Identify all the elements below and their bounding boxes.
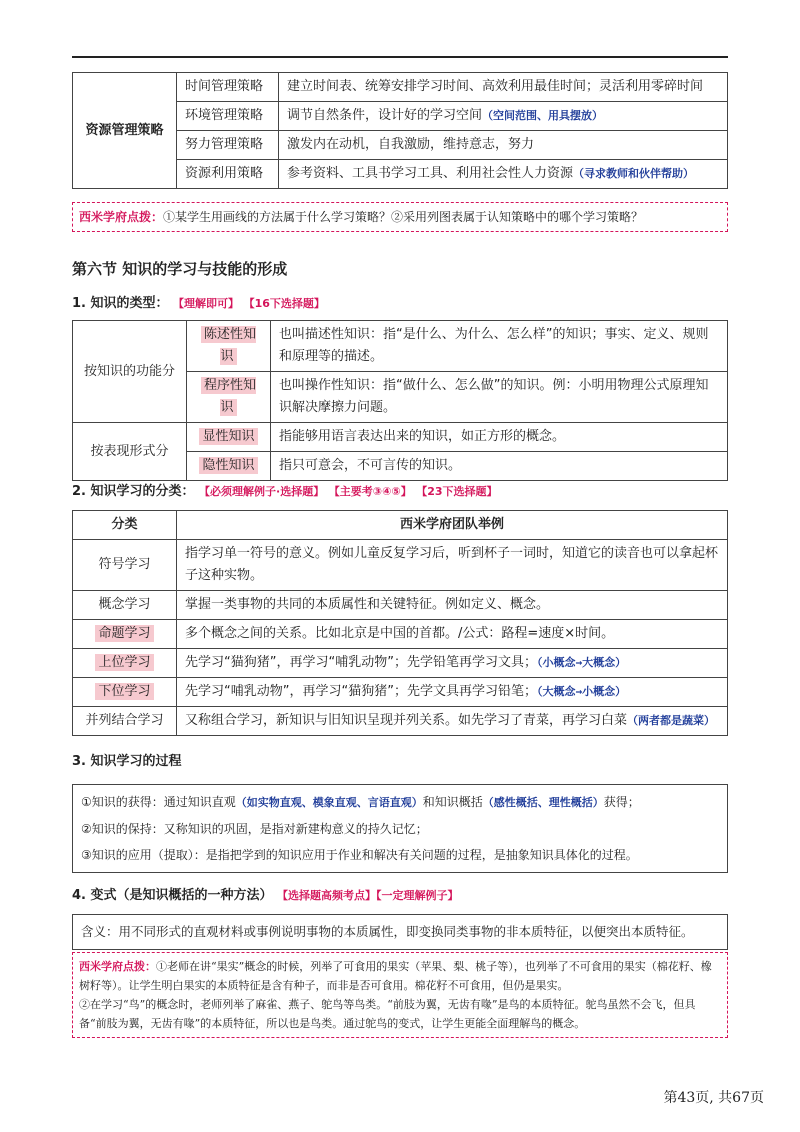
class-name: 上位学习 bbox=[73, 649, 177, 678]
heading-variant: 4. 变式（是知识概括的一种方法） 【选择题高频考点】【一定理解例子】 bbox=[72, 888, 459, 903]
category-cell: 资源管理策略 bbox=[73, 73, 177, 189]
type-name: 隐性知识 bbox=[187, 452, 271, 481]
type-name: 程序性知识 bbox=[187, 372, 271, 423]
strategy-desc: 激发内在动机，自我激励，维持意志，努力 bbox=[279, 131, 728, 160]
class-desc: 指学习单一符号的意义。例如儿童反复学习后，听到杯子一词时，知道它的读音也可以拿起杯子这种实物。 bbox=[177, 540, 728, 591]
strategy-desc: 参考资料、工具书学习工具、利用社会性人力资源（寻求教师和伙伴帮助） bbox=[279, 160, 728, 189]
strategy-name: 努力管理策略 bbox=[177, 131, 279, 160]
tip-box-1 bbox=[72, 202, 728, 232]
class-name: 命题学习 bbox=[73, 620, 177, 649]
strategy-name: 资源利用策略 bbox=[177, 160, 279, 189]
strategy-name: 时间管理策略 bbox=[177, 73, 279, 102]
heading-learning-process: 3. 知识学习的过程 bbox=[72, 754, 182, 769]
tip-text: ①某学生用画线的方法属于什么学习策略？②采用列图表属于认知策略中的哪个学习策略？ bbox=[163, 210, 644, 224]
type-desc: 也叫描述性知识：指“是什么、为什么、怎么样”的知识；事实、定义、规则和原理等的描述。 bbox=[271, 321, 728, 372]
strategy-desc: 调节自然条件，设计好的学习空间（空间范围、用具摆放） bbox=[279, 102, 728, 131]
class-desc: 多个概念之间的关系。比如北京是中国的首都。/公式：路程=速度×时间。 bbox=[177, 620, 728, 649]
table-row bbox=[73, 423, 728, 452]
tip-paragraph-1: 西米学府点拨：①老师在讲“果实”概念的时候，列举了可食用的果实（苹果、梨、桃子等），也列举了不可食用的果实（棉花籽、橡树籽等）。让学生明白果实的本质特征是含有种子，而非是否可食用。棉花籽不可食用，但仍是果实。 bbox=[79, 960, 712, 992]
page-number: 第43页, 共67页 bbox=[663, 1090, 764, 1106]
tip-box-2 bbox=[72, 952, 728, 1038]
resource-strategy-table bbox=[72, 72, 728, 189]
tip-label: 西米学府点拨： bbox=[79, 210, 164, 224]
type-desc: 指能够用语言表达出来的知识，如正方形的概念。 bbox=[271, 423, 728, 452]
type-name: 显性知识 bbox=[187, 423, 271, 452]
type-desc: 也叫操作性知识：指“做什么、怎么做”的知识。例：小明用物理公式原理知识解决摩擦力问题。 bbox=[271, 372, 728, 423]
type-name: 陈述性知识 bbox=[187, 321, 271, 372]
table-row bbox=[73, 73, 728, 102]
class-desc: 又称组合学习，新知识与旧知识呈现并列关系。如先学习了青菜，再学习白菜（两者都是蔬菜） bbox=[177, 707, 728, 736]
variant-definition: 含义：用不同形式的直观材料或事例说明事物的本质属性，即变换同类事物的非本质特征，以便突出本质特征。 bbox=[72, 914, 728, 950]
process-box bbox=[72, 784, 728, 873]
class-desc: 先学习“猫狗猪”，再学习“哺乳动物”；先学铅笔再学习文具；（小概念→大概念） bbox=[177, 649, 728, 678]
column-header: 分类 bbox=[73, 511, 177, 540]
strategy-desc: 建立时间表、统筹安排学习时间、高效利用最佳时间；灵活利用零碎时间 bbox=[279, 73, 728, 102]
table-row bbox=[73, 649, 728, 678]
heading-knowledge-types: 1. 知识的类型： 【理解即可】 【16下选择题】 bbox=[72, 296, 325, 311]
table-row bbox=[73, 540, 728, 591]
strategy-name: 环境管理策略 bbox=[177, 102, 279, 131]
class-desc: 掌握一类事物的共同的本质属性和关键特征。例如定义、概念。 bbox=[177, 591, 728, 620]
tip-paragraph-2: ②在学习“鸟”的概念时，老师列举了麻雀、燕子、鸵鸟等鸟类。“前肢为翼，无齿有喙”是鸟的本质特征。鸵鸟虽然不会飞，但具备“前肢为翼，无齿有喙”的本质特征，所以也是鸟类。通过鸵鸟的变式，让学生更能全面理解鸟的概念。 bbox=[79, 998, 696, 1030]
type-desc: 指只可意会，不可言传的知识。 bbox=[271, 452, 728, 481]
class-name: 并列结合学习 bbox=[73, 707, 177, 736]
table-row bbox=[73, 620, 728, 649]
process-line-2: ②知识的保持：又称知识的巩固，是指对新建构意义的持久记忆； bbox=[81, 822, 428, 836]
heading-learning-classification: 2. 知识学习的分类： 【必须理解例子·选择题】 【主要考③④⑤】 【23下选择题】 bbox=[72, 484, 498, 499]
table-header-row bbox=[73, 511, 728, 540]
table-row bbox=[73, 321, 728, 372]
class-name: 符号学习 bbox=[73, 540, 177, 591]
header-rule bbox=[72, 56, 728, 58]
table-row bbox=[73, 707, 728, 736]
column-header: 西米学府团队举例 bbox=[177, 511, 728, 540]
process-line-1: ①知识的获得：通过知识直观（如实物直观、模象直观、言语直观）和知识概括（感性概括、理性概括）获得； bbox=[81, 795, 640, 809]
group-cell: 按知识的功能分 bbox=[73, 321, 187, 423]
process-line-3: ③知识的应用（提取）：是指把学到的知识应用于作业和解决有关问题的过程，是抽象知识具体化的过程。 bbox=[81, 848, 638, 862]
group-cell: 按表现形式分 bbox=[73, 423, 187, 481]
class-desc: 先学习“哺乳动物”，再学习“猫狗猪”；先学文具再学习铅笔；（大概念→小概念） bbox=[177, 678, 728, 707]
knowledge-types-table bbox=[72, 320, 728, 481]
learning-classification-table bbox=[72, 510, 728, 736]
class-name: 概念学习 bbox=[73, 591, 177, 620]
table-row bbox=[73, 591, 728, 620]
section-title: 第六节 知识的学习与技能的形成 bbox=[72, 260, 288, 278]
table-row bbox=[73, 678, 728, 707]
class-name: 下位学习 bbox=[73, 678, 177, 707]
